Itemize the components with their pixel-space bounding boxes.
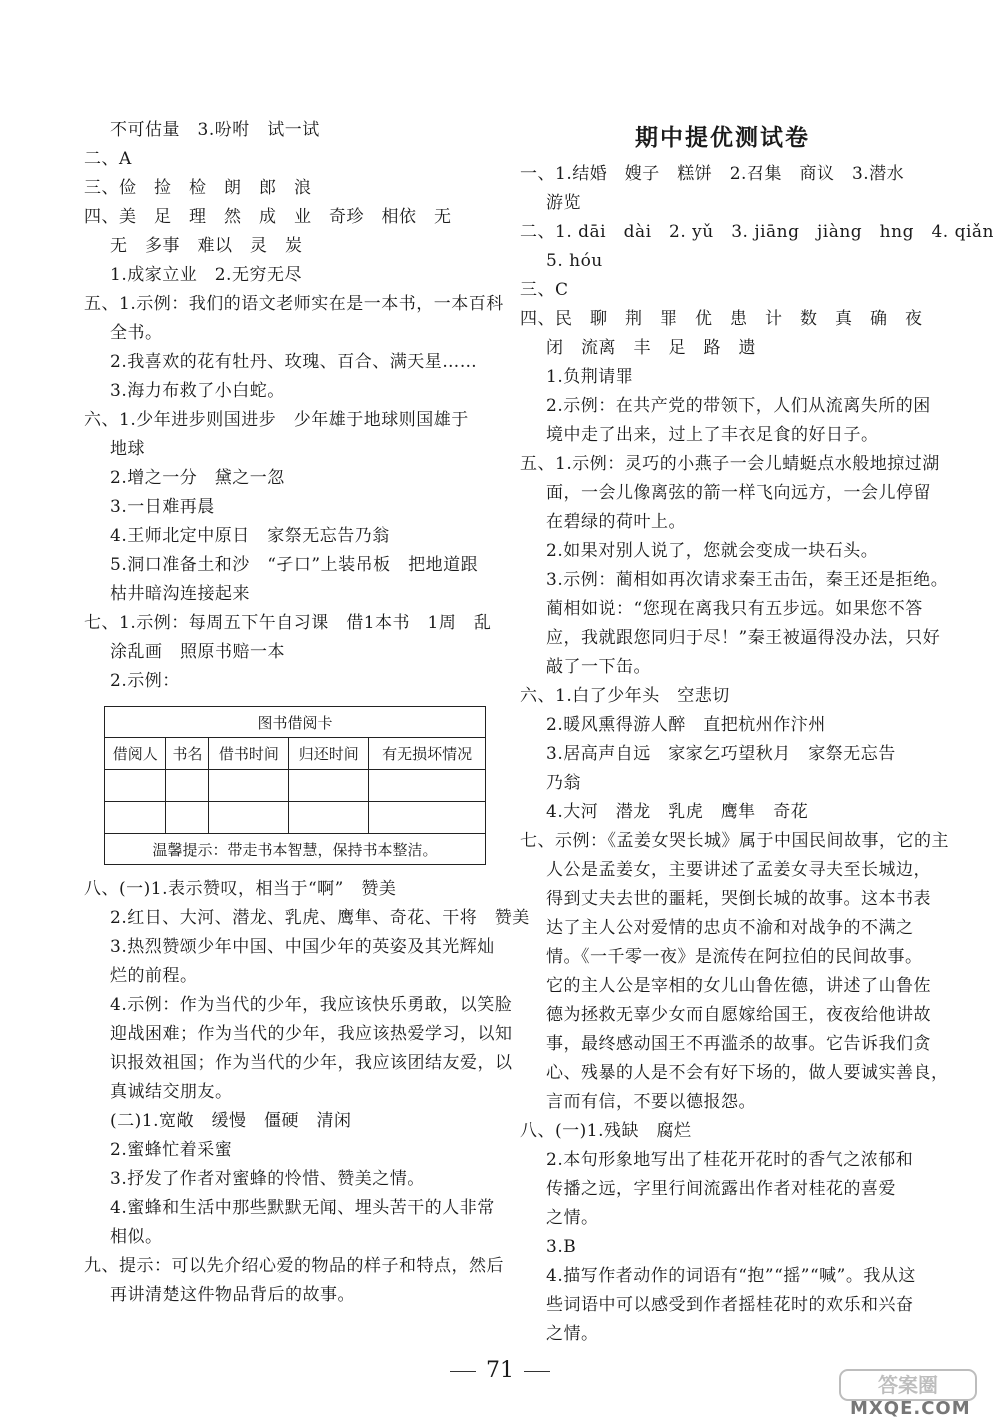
table-cell — [209, 770, 289, 802]
answer-line: 心、残暴的人是不会有好下场的，做人要诚实善良， — [546, 1063, 949, 1083]
answer-line: 4.描写作者动作的词语有“抱”“摇”“喊”。我从这 — [546, 1266, 916, 1286]
answer-line: 得到丈夫去世的噩耗，哭倒长城的故事。这本书表 — [546, 889, 931, 909]
answer-line: 再讲清楚这件物品背后的故事。 — [110, 1285, 355, 1305]
answer-line: 5. hóu — [546, 251, 603, 271]
table-row — [105, 770, 486, 802]
right-column — [520, 116, 994, 1349]
answer-line: 3.海力布救了小白蛇。 — [110, 381, 285, 401]
answer-line: 之情。 — [546, 1324, 599, 1344]
answer-line: 1.负荆请罪 — [546, 367, 634, 387]
table-cell — [209, 802, 289, 834]
answer-line: 3.一日难再晨 — [110, 497, 215, 517]
answer-line: 三、C — [520, 280, 569, 300]
answer-line: 它的主人公是宰相的女儿山鲁佐德，讲述了山鲁佐 — [546, 976, 931, 996]
table-note: 温馨提示：带走书本智慧，保持书本整洁。 — [105, 834, 486, 865]
watermark-site-text: MXQE.COM — [850, 1398, 971, 1419]
answer-line: 传播之远，字里行间流露出作者对桂花的喜爱 — [546, 1179, 896, 1199]
answer-line: 一、1.结婚 嫂子 糕饼 2.召集 商议 3.潜水 — [520, 164, 905, 184]
answer-line: 涂乱画 照原书赔一本 — [110, 642, 285, 662]
answer-line: 七、1.示例：每周五下午自习课 借1本书 1周 乱 — [84, 613, 492, 633]
page-number-text: 71 — [486, 1358, 514, 1383]
answer-line: 八、(一)1.表示赞叹，相当于“啊” 赞美 — [84, 879, 397, 899]
table-cell — [369, 802, 486, 834]
answer-line: 情。《一千零一夜》是流传在阿拉伯的民间故事。 — [546, 947, 923, 967]
table-header: 书名 — [166, 738, 209, 770]
answer-line: 2.示例： — [110, 671, 180, 691]
answer-line: 无 多事 难以 灵 炭 — [110, 236, 303, 256]
answer-line: 2.蜜蜂忙着采蜜 — [110, 1140, 233, 1160]
table-cell — [105, 802, 166, 834]
table-cell — [105, 770, 166, 802]
answer-line: 三、俭 捡 检 朗 郎 浪 — [84, 178, 312, 198]
answer-line: 4.示例：作为当代的少年，我应该快乐勇敢，以笑脸 — [110, 995, 513, 1015]
answer-line: 2.增之一分 黛之一忽 — [110, 468, 285, 488]
answer-line: 六、1.白了少年头 空悲切 — [520, 686, 730, 706]
answer-line: 四、美 足 理 然 成 业 奇珍 相依 无 — [84, 207, 452, 227]
page-dash-right — [524, 1371, 550, 1372]
answer-line: 3.热烈赞颂少年中国、中国少年的英姿及其光辉灿 — [110, 937, 495, 957]
answer-line: 游览 — [546, 193, 581, 213]
library-card-table — [104, 706, 486, 865]
left-answer-lines — [84, 116, 504, 696]
answer-line: 4.大河 潜龙 乳虎 鹰隼 奇花 — [546, 802, 809, 822]
answer-line: 识报效祖国；作为当代的少年，我应该团结友爱，以 — [110, 1053, 513, 1073]
answer-line: 3.抒发了作者对蜜蜂的怜惜、赞美之情。 — [110, 1169, 425, 1189]
answer-line: 5.洞口准备土和沙 “孑口”上装吊板 把地道跟 — [110, 555, 479, 575]
table-cell — [166, 770, 209, 802]
answer-line: 3.B — [546, 1237, 577, 1257]
answer-line: 事，最终感动国王不再滥杀的故事。它告诉我们贪 — [546, 1034, 931, 1054]
watermark-logo-text: 答案圈 — [878, 1373, 938, 1397]
answer-line: 些词语中可以感受到作者摇桂花时的欢乐和兴奋 — [546, 1295, 914, 1315]
answer-line: 4.蜜蜂和生活中那些默默无闻、埋头苦干的人非常 — [110, 1198, 495, 1218]
table-header: 借书时间 — [209, 738, 289, 770]
answer-line: 人公是孟姜女，主要讲述了孟姜女寻夫至长城边， — [546, 860, 931, 880]
section-title: 期中提优测试卷 — [635, 125, 810, 151]
answer-line: 2.暖风熏得游人醉 直把杭州作汴州 — [546, 715, 826, 735]
answer-line: 五、1.示例：我们的语文老师实在是一本书，一本百科 — [84, 294, 504, 314]
answer-line: 境中走了出来，过上了丰衣足食的好日子。 — [546, 425, 879, 445]
table-header: 借阅人 — [105, 738, 166, 770]
answer-line: 敲了一下缶。 — [546, 657, 651, 677]
answer-line: 枯井暗沟连接起来 — [110, 584, 250, 604]
answer-line: 2.本句形象地写出了桂花开花时的香气之浓郁和 — [546, 1150, 914, 1170]
left-column — [84, 116, 530, 1310]
answer-line: 言而有信，不要以德报怨。 — [546, 1092, 756, 1112]
answer-line: 德为拯救无辜少女而自愿嫁给国王，夜夜给他讲故 — [546, 1005, 931, 1025]
answer-line: 在碧绿的荷叶上。 — [546, 512, 686, 532]
page-dash-left — [450, 1371, 476, 1372]
answer-line: 二、1. dāi dài 2. yǔ 3. jiāng jiàng hng 4. qiǎn — [520, 222, 994, 242]
table-header: 有无损坏情况 — [369, 738, 486, 770]
answer-line: 面，一会儿像离弦的箭一样飞向远方，一会儿停留 — [546, 483, 931, 503]
left-answer-lines-continued — [84, 875, 530, 1310]
table-cell — [289, 802, 369, 834]
answer-line: 应，我就跟您同归于尽！”秦王被逼得没办法，只好 — [546, 628, 941, 648]
answer-line: 2.我喜欢的花有牡丹、玫瑰、百合、满天星…… — [110, 352, 478, 372]
answer-line: 达了主人公对爱情的忠贞不渝和对战争的不满之 — [546, 918, 914, 938]
answer-line: 4.王师北定中原日 家祭无忘告乃翁 — [110, 526, 390, 546]
answer-line: 六、1.少年进步则国进步 少年雄于地球则国雄于 — [84, 410, 469, 430]
answer-line: 相似。 — [110, 1227, 163, 1247]
answer-line: 迎战困难；作为当代的少年，我应该热爱学习，以知 — [110, 1024, 513, 1044]
answer-line: 2.如果对别人说了，您就会变成一块石头。 — [546, 541, 879, 561]
answer-line: 2.红日、大河、潜龙、乳虎、鹰隼、奇花、干将 赞美 — [110, 908, 530, 928]
table-cell — [166, 802, 209, 834]
answer-line: 3.示例：蔺相如再次请求秦王击缶，秦王还是拒绝。 — [546, 570, 949, 590]
table-cell — [289, 770, 369, 802]
answer-line: 全书。 — [110, 323, 163, 343]
answer-line: 五、1.示例：灵巧的小燕子一会儿蜻蜓点水般地掠过湖 — [520, 454, 940, 474]
answer-line: 乃翁 — [546, 773, 581, 793]
answer-line: 烂的前程。 — [110, 966, 198, 986]
table-row — [105, 802, 486, 834]
answer-line: 2.示例：在共产党的带领下，人们从流离失所的困 — [546, 396, 931, 416]
answer-line: 真诚结交朋友。 — [110, 1082, 233, 1102]
answer-line: 3.居高声自远 家家乞巧望秋月 家祭无忘告 — [546, 744, 896, 764]
answer-line: (二)1.宽敞 缓慢 僵硬 清闲 — [110, 1111, 352, 1131]
answer-line: 1.成家立业 2.无穷无尽 — [110, 265, 302, 285]
answer-line: 七、示例：《孟姜女哭长城》属于中国民间故事，它的主 — [520, 831, 949, 851]
answer-line: 不可估量 3.吩咐 试一试 — [110, 120, 320, 140]
right-answer-lines — [520, 160, 994, 1349]
answer-line: 九、提示：可以先介绍心爱的物品的样子和特点，然后 — [84, 1256, 504, 1276]
answer-line: 八、(一)1.残缺 腐烂 — [520, 1121, 692, 1141]
table-caption: 图书借阅卡 — [105, 707, 486, 738]
answer-line: 蔺相如说：“您现在离我只有五步远。如果您不答 — [546, 599, 923, 619]
table-cell — [369, 770, 486, 802]
answer-line: 四、民 聊 荆 罪 优 患 计 数 真 确 夜 — [520, 309, 923, 329]
answer-line: 地球 — [110, 439, 145, 459]
answer-line: 闭 流离 丰 足 路 遗 — [546, 338, 756, 358]
table-header: 归还时间 — [289, 738, 369, 770]
answer-line: 二、A — [84, 149, 132, 169]
answer-line: 之情。 — [546, 1208, 599, 1228]
